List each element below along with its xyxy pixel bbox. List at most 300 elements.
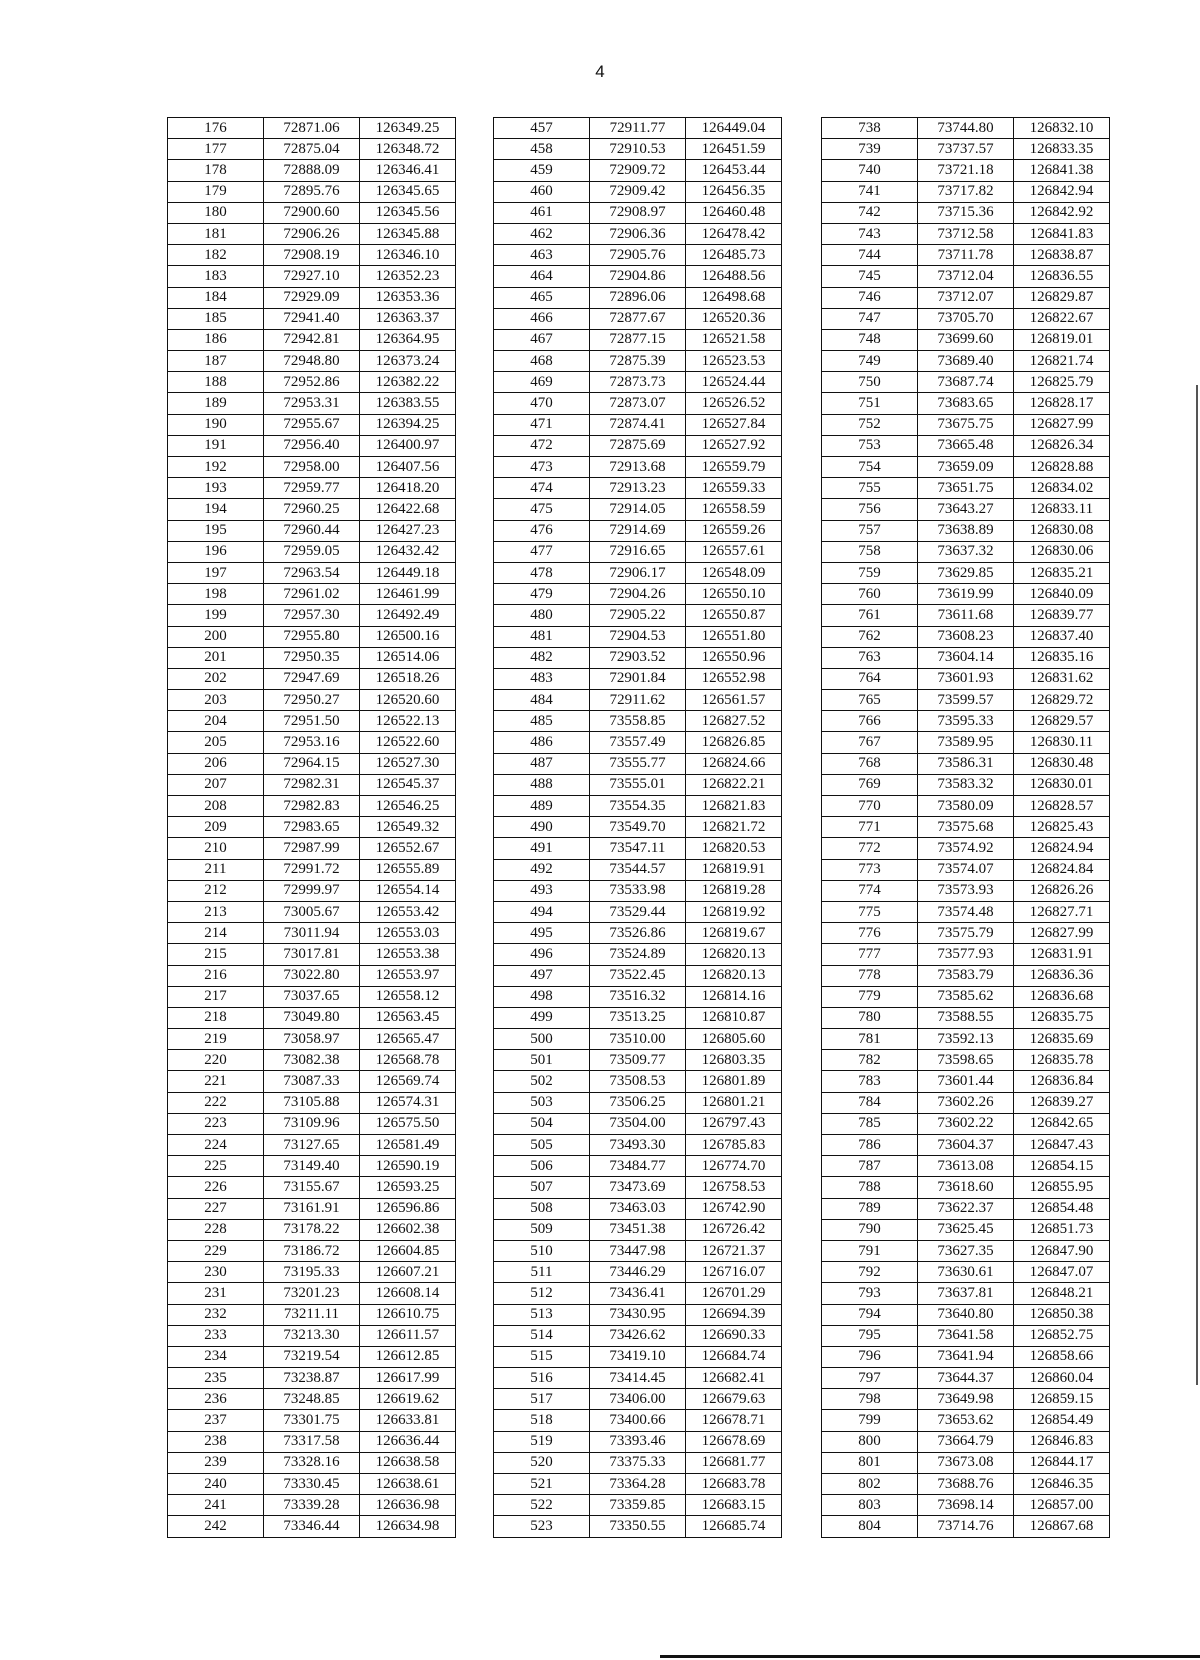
point-number-cell: 229 xyxy=(168,1240,264,1261)
point-number-cell: 781 xyxy=(822,1029,918,1050)
y-coordinate-cell: 126550.10 xyxy=(686,584,782,605)
table-row xyxy=(168,351,456,372)
point-number-cell: 181 xyxy=(168,223,264,244)
table-row xyxy=(494,711,782,732)
point-number-cell: 802 xyxy=(822,1474,918,1495)
y-coordinate-cell: 126726.42 xyxy=(686,1219,782,1240)
table-row xyxy=(822,118,1110,139)
table-row xyxy=(168,647,456,668)
point-number-cell: 486 xyxy=(494,732,590,753)
table-row xyxy=(168,1029,456,1050)
x-coordinate-cell: 72914.69 xyxy=(590,520,686,541)
table-row xyxy=(168,1495,456,1516)
y-coordinate-cell: 126841.38 xyxy=(1014,160,1110,181)
point-number-cell: 758 xyxy=(822,541,918,562)
point-number-cell: 521 xyxy=(494,1474,590,1495)
x-coordinate-cell: 73586.31 xyxy=(918,753,1014,774)
point-number-cell: 492 xyxy=(494,859,590,880)
x-coordinate-cell: 72903.52 xyxy=(590,647,686,668)
table-row xyxy=(494,796,782,817)
table-row xyxy=(494,944,782,965)
x-coordinate-cell: 72904.53 xyxy=(590,626,686,647)
table-row xyxy=(494,1516,782,1537)
y-coordinate-cell: 126608.14 xyxy=(360,1283,456,1304)
x-coordinate-cell: 72877.67 xyxy=(590,308,686,329)
table-row xyxy=(494,901,782,922)
x-coordinate-cell: 73082.38 xyxy=(264,1050,360,1071)
x-coordinate-cell: 72909.42 xyxy=(590,181,686,202)
point-number-cell: 458 xyxy=(494,139,590,160)
y-coordinate-cell: 126546.25 xyxy=(360,796,456,817)
y-coordinate-cell: 126838.87 xyxy=(1014,245,1110,266)
x-coordinate-cell: 73601.93 xyxy=(918,668,1014,689)
table-row xyxy=(494,732,782,753)
x-coordinate-cell: 73558.85 xyxy=(590,711,686,732)
point-number-cell: 189 xyxy=(168,393,264,414)
table-row xyxy=(494,308,782,329)
table-row xyxy=(494,774,782,795)
x-coordinate-cell: 72910.53 xyxy=(590,139,686,160)
table-row xyxy=(168,1177,456,1198)
y-coordinate-cell: 126830.48 xyxy=(1014,753,1110,774)
table-row xyxy=(822,626,1110,647)
point-number-cell: 747 xyxy=(822,308,918,329)
point-number-cell: 230 xyxy=(168,1262,264,1283)
x-coordinate-cell: 72953.31 xyxy=(264,393,360,414)
point-number-cell: 749 xyxy=(822,351,918,372)
point-number-cell: 176 xyxy=(168,118,264,139)
x-coordinate-cell: 73644.37 xyxy=(918,1368,1014,1389)
table-row xyxy=(494,668,782,689)
x-coordinate-cell: 73711.78 xyxy=(918,245,1014,266)
table-row xyxy=(168,160,456,181)
x-coordinate-cell: 73653.62 xyxy=(918,1410,1014,1431)
y-coordinate-cell: 126559.79 xyxy=(686,457,782,478)
x-coordinate-cell: 72904.86 xyxy=(590,266,686,287)
y-coordinate-cell: 126520.60 xyxy=(360,690,456,711)
x-coordinate-cell: 73011.94 xyxy=(264,923,360,944)
point-number-cell: 502 xyxy=(494,1071,590,1092)
table-row xyxy=(494,223,782,244)
x-coordinate-cell: 73506.25 xyxy=(590,1092,686,1113)
point-number-cell: 220 xyxy=(168,1050,264,1071)
y-coordinate-cell: 126839.27 xyxy=(1014,1092,1110,1113)
point-number-cell: 187 xyxy=(168,351,264,372)
table-row xyxy=(822,923,1110,944)
point-number-cell: 803 xyxy=(822,1495,918,1516)
table-row xyxy=(494,1431,782,1452)
point-number-cell: 739 xyxy=(822,139,918,160)
y-coordinate-cell: 126701.29 xyxy=(686,1283,782,1304)
y-coordinate-cell: 126830.11 xyxy=(1014,732,1110,753)
y-coordinate-cell: 126346.10 xyxy=(360,245,456,266)
point-number-cell: 755 xyxy=(822,478,918,499)
x-coordinate-cell: 73638.89 xyxy=(918,520,1014,541)
point-number-cell: 241 xyxy=(168,1495,264,1516)
x-coordinate-cell: 73509.77 xyxy=(590,1050,686,1071)
table-row xyxy=(168,668,456,689)
x-coordinate-cell: 72913.23 xyxy=(590,478,686,499)
point-number-cell: 221 xyxy=(168,1071,264,1092)
y-coordinate-cell: 126563.45 xyxy=(360,1007,456,1028)
point-number-cell: 494 xyxy=(494,901,590,922)
y-coordinate-cell: 126611.57 xyxy=(360,1325,456,1346)
table-row xyxy=(822,796,1110,817)
table-row xyxy=(822,1177,1110,1198)
x-coordinate-cell: 73715.36 xyxy=(918,202,1014,223)
x-coordinate-cell: 72888.09 xyxy=(264,160,360,181)
y-coordinate-cell: 126814.16 xyxy=(686,986,782,1007)
table-row xyxy=(822,1410,1110,1431)
x-coordinate-cell: 73504.00 xyxy=(590,1113,686,1134)
x-coordinate-cell: 73473.69 xyxy=(590,1177,686,1198)
x-coordinate-cell: 73622.37 xyxy=(918,1198,1014,1219)
table-row xyxy=(822,711,1110,732)
x-coordinate-cell: 73602.22 xyxy=(918,1113,1014,1134)
table-row xyxy=(822,266,1110,287)
y-coordinate-cell: 126774.70 xyxy=(686,1156,782,1177)
table-row xyxy=(494,1198,782,1219)
x-coordinate-cell: 72999.97 xyxy=(264,880,360,901)
table-row xyxy=(168,1474,456,1495)
point-number-cell: 461 xyxy=(494,202,590,223)
x-coordinate-cell: 73557.49 xyxy=(590,732,686,753)
table-row xyxy=(822,1219,1110,1240)
y-coordinate-cell: 126551.80 xyxy=(686,626,782,647)
x-coordinate-cell: 72948.80 xyxy=(264,351,360,372)
table-row xyxy=(168,1240,456,1261)
point-number-cell: 199 xyxy=(168,605,264,626)
x-coordinate-cell: 73712.04 xyxy=(918,266,1014,287)
table-row xyxy=(494,541,782,562)
y-coordinate-cell: 126847.07 xyxy=(1014,1262,1110,1283)
table-row xyxy=(168,499,456,520)
x-coordinate-cell: 73555.77 xyxy=(590,753,686,774)
point-number-cell: 204 xyxy=(168,711,264,732)
point-number-cell: 489 xyxy=(494,796,590,817)
y-coordinate-cell: 126846.35 xyxy=(1014,1474,1110,1495)
x-coordinate-cell: 73737.57 xyxy=(918,139,1014,160)
y-coordinate-cell: 126797.43 xyxy=(686,1113,782,1134)
x-coordinate-cell: 73359.85 xyxy=(590,1495,686,1516)
x-coordinate-cell: 72914.05 xyxy=(590,499,686,520)
table-row xyxy=(168,414,456,435)
x-coordinate-cell: 73364.28 xyxy=(590,1474,686,1495)
table-row xyxy=(168,690,456,711)
y-coordinate-cell: 126553.38 xyxy=(360,944,456,965)
y-coordinate-cell: 126498.68 xyxy=(686,287,782,308)
point-number-cell: 479 xyxy=(494,584,590,605)
point-number-cell: 237 xyxy=(168,1410,264,1431)
point-number-cell: 518 xyxy=(494,1410,590,1431)
y-coordinate-cell: 126827.52 xyxy=(686,711,782,732)
y-coordinate-cell: 126820.13 xyxy=(686,944,782,965)
point-number-cell: 205 xyxy=(168,732,264,753)
x-coordinate-cell: 73629.85 xyxy=(918,562,1014,583)
table-row xyxy=(822,838,1110,859)
point-number-cell: 232 xyxy=(168,1304,264,1325)
point-number-cell: 191 xyxy=(168,435,264,456)
point-number-cell: 515 xyxy=(494,1346,590,1367)
y-coordinate-cell: 126558.59 xyxy=(686,499,782,520)
y-coordinate-cell: 126550.96 xyxy=(686,647,782,668)
y-coordinate-cell: 126822.21 xyxy=(686,774,782,795)
point-number-cell: 201 xyxy=(168,647,264,668)
point-number-cell: 464 xyxy=(494,266,590,287)
point-number-cell: 501 xyxy=(494,1050,590,1071)
point-number-cell: 789 xyxy=(822,1198,918,1219)
point-number-cell: 772 xyxy=(822,838,918,859)
y-coordinate-cell: 126694.39 xyxy=(686,1304,782,1325)
point-number-cell: 796 xyxy=(822,1346,918,1367)
x-coordinate-cell: 73618.60 xyxy=(918,1177,1014,1198)
point-number-cell: 756 xyxy=(822,499,918,520)
x-coordinate-cell: 72961.02 xyxy=(264,584,360,605)
point-number-cell: 745 xyxy=(822,266,918,287)
y-coordinate-cell: 126801.21 xyxy=(686,1092,782,1113)
point-number-cell: 179 xyxy=(168,181,264,202)
table-row xyxy=(822,308,1110,329)
table-row xyxy=(168,1219,456,1240)
point-number-cell: 202 xyxy=(168,668,264,689)
x-coordinate-cell: 73544.57 xyxy=(590,859,686,880)
point-number-cell: 769 xyxy=(822,774,918,795)
y-coordinate-cell: 126550.87 xyxy=(686,605,782,626)
table-row xyxy=(494,1325,782,1346)
table-row xyxy=(494,1113,782,1134)
table-row xyxy=(494,1029,782,1050)
point-number-cell: 457 xyxy=(494,118,590,139)
coordinate-table-1 xyxy=(167,117,456,1538)
x-coordinate-cell: 72927.10 xyxy=(264,266,360,287)
x-coordinate-cell: 72947.69 xyxy=(264,668,360,689)
point-number-cell: 505 xyxy=(494,1135,590,1156)
y-coordinate-cell: 126596.86 xyxy=(360,1198,456,1219)
x-coordinate-cell: 73406.00 xyxy=(590,1389,686,1410)
table-row xyxy=(822,1474,1110,1495)
x-coordinate-cell: 73588.55 xyxy=(918,1007,1014,1028)
table-row xyxy=(822,499,1110,520)
table-row xyxy=(822,1389,1110,1410)
point-number-cell: 765 xyxy=(822,690,918,711)
x-coordinate-cell: 72956.40 xyxy=(264,435,360,456)
x-coordinate-cell: 73575.68 xyxy=(918,817,1014,838)
x-coordinate-cell: 72952.86 xyxy=(264,372,360,393)
y-coordinate-cell: 126825.79 xyxy=(1014,372,1110,393)
point-number-cell: 487 xyxy=(494,753,590,774)
table-row xyxy=(168,223,456,244)
table-row xyxy=(168,1389,456,1410)
x-coordinate-cell: 73651.75 xyxy=(918,478,1014,499)
y-coordinate-cell: 126524.44 xyxy=(686,372,782,393)
y-coordinate-cell: 126826.34 xyxy=(1014,435,1110,456)
x-coordinate-cell: 73721.18 xyxy=(918,160,1014,181)
y-coordinate-cell: 126822.67 xyxy=(1014,308,1110,329)
point-number-cell: 748 xyxy=(822,329,918,350)
table-row xyxy=(822,1050,1110,1071)
x-coordinate-cell: 72983.65 xyxy=(264,817,360,838)
y-coordinate-cell: 126826.26 xyxy=(1014,880,1110,901)
y-coordinate-cell: 126363.37 xyxy=(360,308,456,329)
y-coordinate-cell: 126841.83 xyxy=(1014,223,1110,244)
point-number-cell: 498 xyxy=(494,986,590,1007)
y-coordinate-cell: 126855.95 xyxy=(1014,1177,1110,1198)
table-row xyxy=(494,393,782,414)
y-coordinate-cell: 126867.68 xyxy=(1014,1516,1110,1537)
y-coordinate-cell: 126678.69 xyxy=(686,1431,782,1452)
y-coordinate-cell: 126453.44 xyxy=(686,160,782,181)
x-coordinate-cell: 72875.04 xyxy=(264,139,360,160)
table-row xyxy=(822,901,1110,922)
x-coordinate-cell: 73248.85 xyxy=(264,1389,360,1410)
y-coordinate-cell: 126449.18 xyxy=(360,562,456,583)
y-coordinate-cell: 126835.69 xyxy=(1014,1029,1110,1050)
point-number-cell: 743 xyxy=(822,223,918,244)
x-coordinate-cell: 73554.35 xyxy=(590,796,686,817)
point-number-cell: 211 xyxy=(168,859,264,880)
x-coordinate-cell: 73641.58 xyxy=(918,1325,1014,1346)
table-row xyxy=(168,1346,456,1367)
point-number-cell: 741 xyxy=(822,181,918,202)
y-coordinate-cell: 126830.06 xyxy=(1014,541,1110,562)
y-coordinate-cell: 126685.74 xyxy=(686,1516,782,1537)
point-number-cell: 224 xyxy=(168,1135,264,1156)
x-coordinate-cell: 73219.54 xyxy=(264,1346,360,1367)
y-coordinate-cell: 126432.42 xyxy=(360,541,456,562)
y-coordinate-cell: 126559.33 xyxy=(686,478,782,499)
table-row xyxy=(822,965,1110,986)
y-coordinate-cell: 126345.65 xyxy=(360,181,456,202)
y-coordinate-cell: 126681.77 xyxy=(686,1452,782,1473)
point-number-cell: 193 xyxy=(168,478,264,499)
x-coordinate-cell: 73436.41 xyxy=(590,1283,686,1304)
table-row xyxy=(168,1516,456,1537)
table-row xyxy=(168,202,456,223)
y-coordinate-cell: 126552.98 xyxy=(686,668,782,689)
table-row xyxy=(494,1389,782,1410)
y-coordinate-cell: 126638.58 xyxy=(360,1452,456,1473)
y-coordinate-cell: 126824.84 xyxy=(1014,859,1110,880)
x-coordinate-cell: 72982.83 xyxy=(264,796,360,817)
y-coordinate-cell: 126836.55 xyxy=(1014,266,1110,287)
x-coordinate-cell: 72906.36 xyxy=(590,223,686,244)
x-coordinate-cell: 72957.30 xyxy=(264,605,360,626)
point-number-cell: 752 xyxy=(822,414,918,435)
point-number-cell: 463 xyxy=(494,245,590,266)
x-coordinate-cell: 72959.77 xyxy=(264,478,360,499)
y-coordinate-cell: 126488.56 xyxy=(686,266,782,287)
table-row xyxy=(168,1410,456,1431)
y-coordinate-cell: 126848.21 xyxy=(1014,1283,1110,1304)
point-number-cell: 483 xyxy=(494,668,590,689)
x-coordinate-cell: 73608.23 xyxy=(918,626,1014,647)
y-coordinate-cell: 126527.30 xyxy=(360,753,456,774)
y-coordinate-cell: 126716.07 xyxy=(686,1262,782,1283)
x-coordinate-cell: 72908.19 xyxy=(264,245,360,266)
point-number-cell: 180 xyxy=(168,202,264,223)
point-number-cell: 778 xyxy=(822,965,918,986)
y-coordinate-cell: 126824.66 xyxy=(686,753,782,774)
y-coordinate-cell: 126827.71 xyxy=(1014,901,1110,922)
table-row xyxy=(822,732,1110,753)
y-coordinate-cell: 126568.78 xyxy=(360,1050,456,1071)
y-coordinate-cell: 126683.78 xyxy=(686,1474,782,1495)
y-coordinate-cell: 126690.33 xyxy=(686,1325,782,1346)
x-coordinate-cell: 73627.35 xyxy=(918,1240,1014,1261)
point-number-cell: 474 xyxy=(494,478,590,499)
table-row xyxy=(494,372,782,393)
x-coordinate-cell: 73005.67 xyxy=(264,901,360,922)
point-number-cell: 750 xyxy=(822,372,918,393)
point-number-cell: 242 xyxy=(168,1516,264,1537)
point-number-cell: 197 xyxy=(168,562,264,583)
y-coordinate-cell: 126854.48 xyxy=(1014,1198,1110,1219)
point-number-cell: 222 xyxy=(168,1092,264,1113)
table-row xyxy=(494,647,782,668)
table-row xyxy=(168,435,456,456)
table-row xyxy=(494,266,782,287)
x-coordinate-cell: 72953.16 xyxy=(264,732,360,753)
y-coordinate-cell: 126353.36 xyxy=(360,287,456,308)
point-number-cell: 184 xyxy=(168,287,264,308)
table-row xyxy=(168,245,456,266)
table-row xyxy=(494,562,782,583)
point-number-cell: 776 xyxy=(822,923,918,944)
table-row xyxy=(168,1135,456,1156)
table-row xyxy=(494,414,782,435)
y-coordinate-cell: 126847.90 xyxy=(1014,1240,1110,1261)
point-number-cell: 471 xyxy=(494,414,590,435)
y-coordinate-cell: 126801.89 xyxy=(686,1071,782,1092)
table-row xyxy=(494,160,782,181)
point-number-cell: 742 xyxy=(822,202,918,223)
x-coordinate-cell: 72905.22 xyxy=(590,605,686,626)
point-number-cell: 798 xyxy=(822,1389,918,1410)
table-row xyxy=(168,605,456,626)
point-number-cell: 234 xyxy=(168,1346,264,1367)
point-number-cell: 509 xyxy=(494,1219,590,1240)
point-number-cell: 467 xyxy=(494,329,590,350)
point-number-cell: 196 xyxy=(168,541,264,562)
point-number-cell: 207 xyxy=(168,774,264,795)
table-row xyxy=(168,1368,456,1389)
x-coordinate-cell: 72963.54 xyxy=(264,562,360,583)
point-number-cell: 212 xyxy=(168,880,264,901)
y-coordinate-cell: 126383.55 xyxy=(360,393,456,414)
point-number-cell: 465 xyxy=(494,287,590,308)
point-number-cell: 485 xyxy=(494,711,590,732)
table-row xyxy=(822,181,1110,202)
y-coordinate-cell: 126842.94 xyxy=(1014,181,1110,202)
point-number-cell: 240 xyxy=(168,1474,264,1495)
point-number-cell: 185 xyxy=(168,308,264,329)
table-row xyxy=(168,1452,456,1473)
y-coordinate-cell: 126828.57 xyxy=(1014,796,1110,817)
x-coordinate-cell: 72911.62 xyxy=(590,690,686,711)
x-coordinate-cell: 73350.55 xyxy=(590,1516,686,1537)
table-row xyxy=(822,1325,1110,1346)
x-coordinate-cell: 73149.40 xyxy=(264,1156,360,1177)
y-coordinate-cell: 126835.16 xyxy=(1014,647,1110,668)
point-number-cell: 468 xyxy=(494,351,590,372)
y-coordinate-cell: 126373.24 xyxy=(360,351,456,372)
y-coordinate-cell: 126847.43 xyxy=(1014,1135,1110,1156)
x-coordinate-cell: 73611.68 xyxy=(918,605,1014,626)
y-coordinate-cell: 126561.57 xyxy=(686,690,782,711)
point-number-cell: 469 xyxy=(494,372,590,393)
x-coordinate-cell: 73484.77 xyxy=(590,1156,686,1177)
x-coordinate-cell: 73687.74 xyxy=(918,372,1014,393)
